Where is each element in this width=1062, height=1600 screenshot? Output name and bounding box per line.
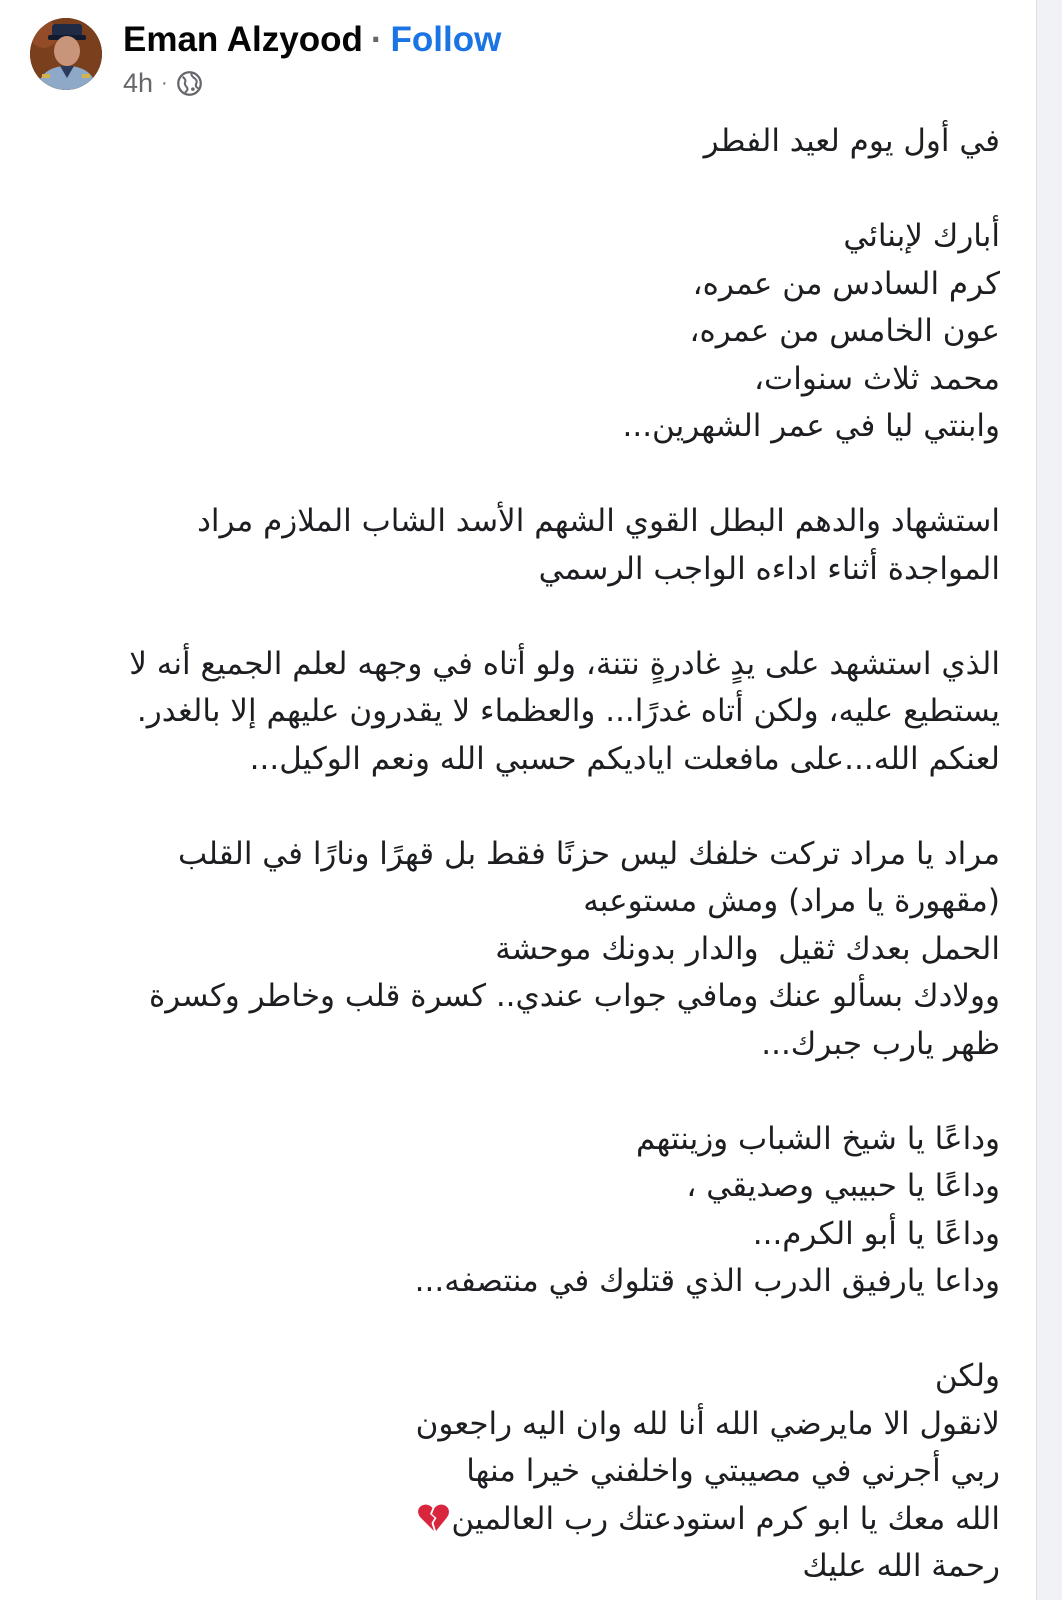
- text-line: الله معك يا ابو كرم استودعتك رب العالمين: [451, 1500, 1000, 1537]
- text-line: رحمة الله عليك: [802, 1548, 1000, 1584]
- text-line: وداعًا يا حبيبي وصديقي ،: [686, 1168, 1000, 1204]
- paragraph-4: [40, 641, 1000, 784]
- text-line: في أول يوم لعيد الفطر: [703, 123, 1000, 159]
- text-line-with-emoji: [40, 1496, 1000, 1544]
- text-line: لعنكم الله...على مافعلت اياديكم حسبي الله ونعم الوكيل...: [249, 740, 1000, 777]
- paragraph-7: [40, 1353, 1000, 1591]
- post-meta: [123, 68, 203, 99]
- separator-dot: ·: [370, 20, 383, 59]
- page-edge: [1036, 0, 1062, 1600]
- text-line: وداعًا يا أبو الكرم...: [752, 1215, 1000, 1252]
- text-line: وداعا يارفيق الدرب الذي قتلوك في منتصفه...: [414, 1263, 1000, 1299]
- text-line: أبارك لإبنائي: [843, 218, 1000, 254]
- text-line: كرم السادس من عمره،: [692, 265, 1000, 302]
- paragraph-5: [40, 831, 1000, 1069]
- text-line: الذي استشهد على يدٍ غادرةٍ نتنة، ولو أتاه في وجهه لعلم الجميع أنه لا: [129, 645, 1000, 682]
- text-line: لانقول الا مايرضي الله أنا لله وان اليه راجعون: [415, 1405, 1000, 1442]
- author-line: [123, 20, 501, 60]
- text-line: يستطيع عليه، ولكن أتاه غدرًا... والعظماء لا يقدرون عليهم إلا بالغدر.: [136, 693, 1000, 729]
- text-line: وولادك بسألو عنك ومافي جواب عندي.. كسرة قلب وخاطر وكسرة: [149, 978, 1000, 1014]
- text-line: استشهاد والدهم البطل القوي الشهم الأسد الشاب الملازم مراد: [197, 503, 1000, 539]
- avatar[interactable]: [30, 18, 102, 90]
- text-line: المواجدة أثناء اداءه الواجب الرسمي: [538, 550, 1000, 587]
- text-line: ظهر يارب جبرك...: [761, 1025, 1000, 1062]
- paragraph-3: [40, 498, 1000, 593]
- broken-heart-icon: [417, 1500, 451, 1530]
- text-line: عون الخامس من عمره،: [689, 313, 1000, 349]
- text-line: ربي أجرني في مصيبتي واخلفني خيرا منها: [466, 1453, 1000, 1489]
- meta-separator-dot: ·: [161, 72, 168, 94]
- text-line: وداعًا يا شيخ الشباب وزينتهم: [635, 1120, 1000, 1157]
- follow-button[interactable]: Follow: [390, 20, 502, 59]
- post-timestamp[interactable]: 4h: [123, 68, 154, 98]
- paragraph-1: [40, 118, 1000, 166]
- paragraph-2: [40, 213, 1000, 451]
- globe-icon[interactable]: [176, 70, 203, 97]
- text-line: ولكن: [934, 1358, 1000, 1394]
- text-line: مراد يا مراد تركت خلفك ليس حزنًا فقط بل قهرًا ونارًا في القلب: [168, 835, 1000, 872]
- text-line: محمد ثلاث سنوات،: [754, 360, 1000, 397]
- post-body: [40, 118, 1000, 1591]
- text-line: الحمل بعدك ثقيل والدار بدونك موحشة: [495, 930, 1000, 967]
- text-line: (مقهورة يا مراد) ومش مستوعبه: [583, 883, 1000, 919]
- author-name[interactable]: Eman Alzyood: [123, 20, 363, 59]
- text-line: وابنتي ليا في عمر الشهرين...: [622, 408, 1000, 444]
- profile-photo: [30, 18, 102, 90]
- paragraph-6: [40, 1116, 1000, 1306]
